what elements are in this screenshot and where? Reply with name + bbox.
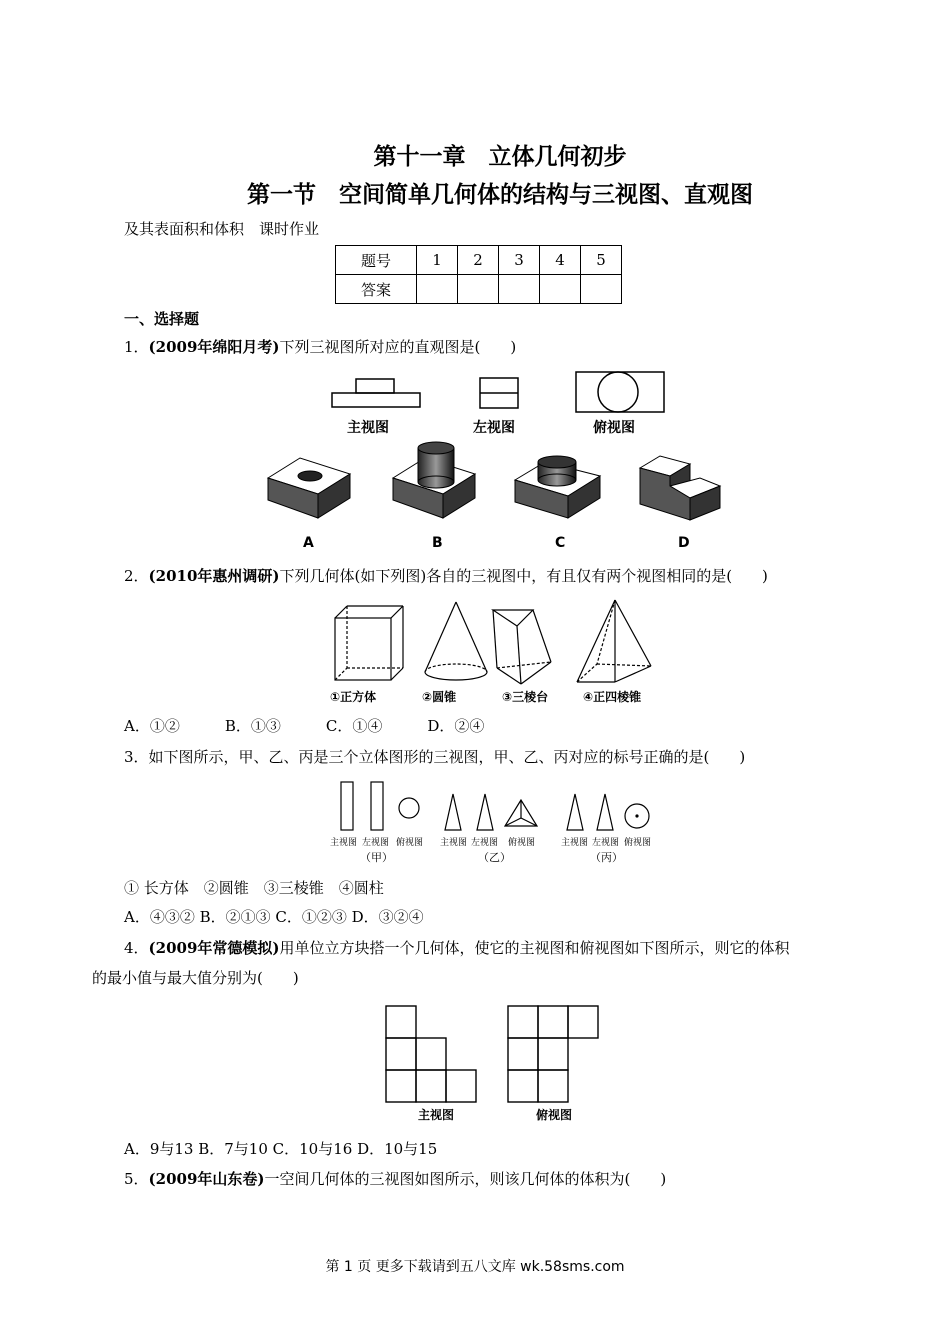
q4-options: A．9与13 B．7与10 C．10与16 D．10与15: [124, 1140, 438, 1158]
q1-option-b: B: [432, 535, 443, 551]
table-cell: 2: [458, 246, 499, 275]
question-number: 4．: [124, 939, 149, 957]
table-cell: 3: [499, 246, 540, 275]
q2-label-cone: ②圆锥: [422, 690, 457, 704]
answer-cell[interactable]: [458, 275, 499, 304]
q3-group-yi: （乙）: [478, 851, 511, 864]
q3-group-jia: （甲）: [360, 851, 393, 864]
answer-cell[interactable]: [540, 275, 581, 304]
q3-three-views-figure: [325, 778, 665, 834]
question-1: [124, 337, 516, 357]
q4-label-front: 主视图: [418, 1108, 455, 1122]
question-5: [124, 1169, 666, 1189]
question-number: 2．: [124, 567, 149, 585]
q4-label-top: 俯视图: [536, 1108, 573, 1122]
q3-options: A．④③② B．②①③ C．①②③ D．③②④: [124, 908, 424, 926]
q1-view-label-front: 主视图: [347, 420, 389, 436]
q3-label-side-jia: 左视图: [362, 838, 390, 848]
solid-c: [515, 456, 600, 518]
answer-cell[interactable]: [581, 275, 622, 304]
question-number: 5．: [124, 1170, 149, 1188]
solid-b: [393, 442, 475, 518]
table-cell: 4: [540, 246, 581, 275]
question-text: 下列几何体(如下列图)各自的三视图中，有且仅有两个视图相同的是( ): [279, 567, 768, 585]
q2-label-cube: ①正方体: [330, 690, 377, 704]
question-source: (2009年常德模拟): [148, 939, 280, 957]
q1-solid-options-figure: [260, 438, 730, 528]
subtitle: 及其表面积和体积 课时作业: [124, 220, 320, 238]
solid-d: [640, 456, 720, 520]
table-row: [336, 275, 622, 304]
q4-views-figure: [380, 1002, 610, 1104]
q1-option-a: A: [303, 535, 314, 551]
q3-label-top-yi: 俯视图: [508, 838, 536, 848]
question-4: [124, 938, 790, 958]
answer-table: [335, 245, 622, 304]
q2-solids-figure: [325, 596, 665, 686]
table-row: [336, 246, 622, 275]
q3-shapes-list: ① 长方体 ②圆锥 ③三棱锥 ④圆柱: [124, 879, 384, 897]
q1-option-c: C: [555, 535, 566, 551]
question-4-continued: 的最小值与最大值分别为( ): [92, 969, 299, 987]
q3-label-side-bing: 左视图: [592, 838, 620, 848]
q3-label-top-jia: 俯视图: [396, 838, 424, 848]
answer-cell[interactable]: [499, 275, 540, 304]
table-cell: 1: [417, 246, 458, 275]
solid-a: [268, 458, 350, 518]
answer-cell[interactable]: [417, 275, 458, 304]
question-source: (2010年惠州调研): [148, 567, 280, 585]
q3-label-top-bing: 俯视图: [624, 838, 652, 848]
q2-label-pyramid: ④正四棱锥: [583, 690, 642, 704]
q3-group-bing: （丙）: [590, 851, 623, 864]
table-cell: 5: [581, 246, 622, 275]
question-text: 一空间几何体的三视图如图所示，则该几何体的体积为( ): [264, 1170, 667, 1188]
question-text: 用单位立方块搭一个几何体，使它的主视图和俯视图如下图所示，则它的体积: [279, 939, 790, 957]
q3-label-side-yi: 左视图: [471, 838, 499, 848]
question-2: [124, 566, 768, 586]
table-header-question-number: 题号: [336, 246, 417, 275]
q3-label-front-bing: 主视图: [561, 838, 589, 848]
chapter-title: 第十一章 立体几何初步: [373, 144, 627, 170]
page-footer: 第 1 页 更多下载请到五八文库 wk.58sms.com: [325, 1259, 625, 1275]
question-source: (2009年山东卷): [148, 1170, 265, 1188]
q1-option-d: D: [678, 535, 690, 551]
question-number: 1．: [124, 338, 149, 356]
question-text: 下列三视图所对应的直观图是( ): [279, 338, 517, 356]
q1-view-label-top: 俯视图: [593, 420, 635, 436]
question-source: (2009年绵阳月考): [148, 338, 280, 356]
section-title: 第一节 空间简单几何体的结构与三视图、直观图: [247, 182, 753, 208]
q2-options: A．①② B．①③ C．①④ D．②④: [124, 717, 485, 735]
question-3: 3．如下图所示，甲、乙、丙是三个立体图形的三视图，甲、乙、丙对应的标号正确的是( ): [124, 748, 746, 766]
q2-label-frustum: ③三棱台: [502, 690, 549, 704]
q3-label-front-yi: 主视图: [440, 838, 468, 848]
q3-label-front-jia: 主视图: [330, 838, 358, 848]
table-header-answer: 答案: [336, 275, 417, 304]
q1-view-label-side: 左视图: [473, 420, 515, 436]
section-heading: 一、选择题: [124, 310, 200, 328]
